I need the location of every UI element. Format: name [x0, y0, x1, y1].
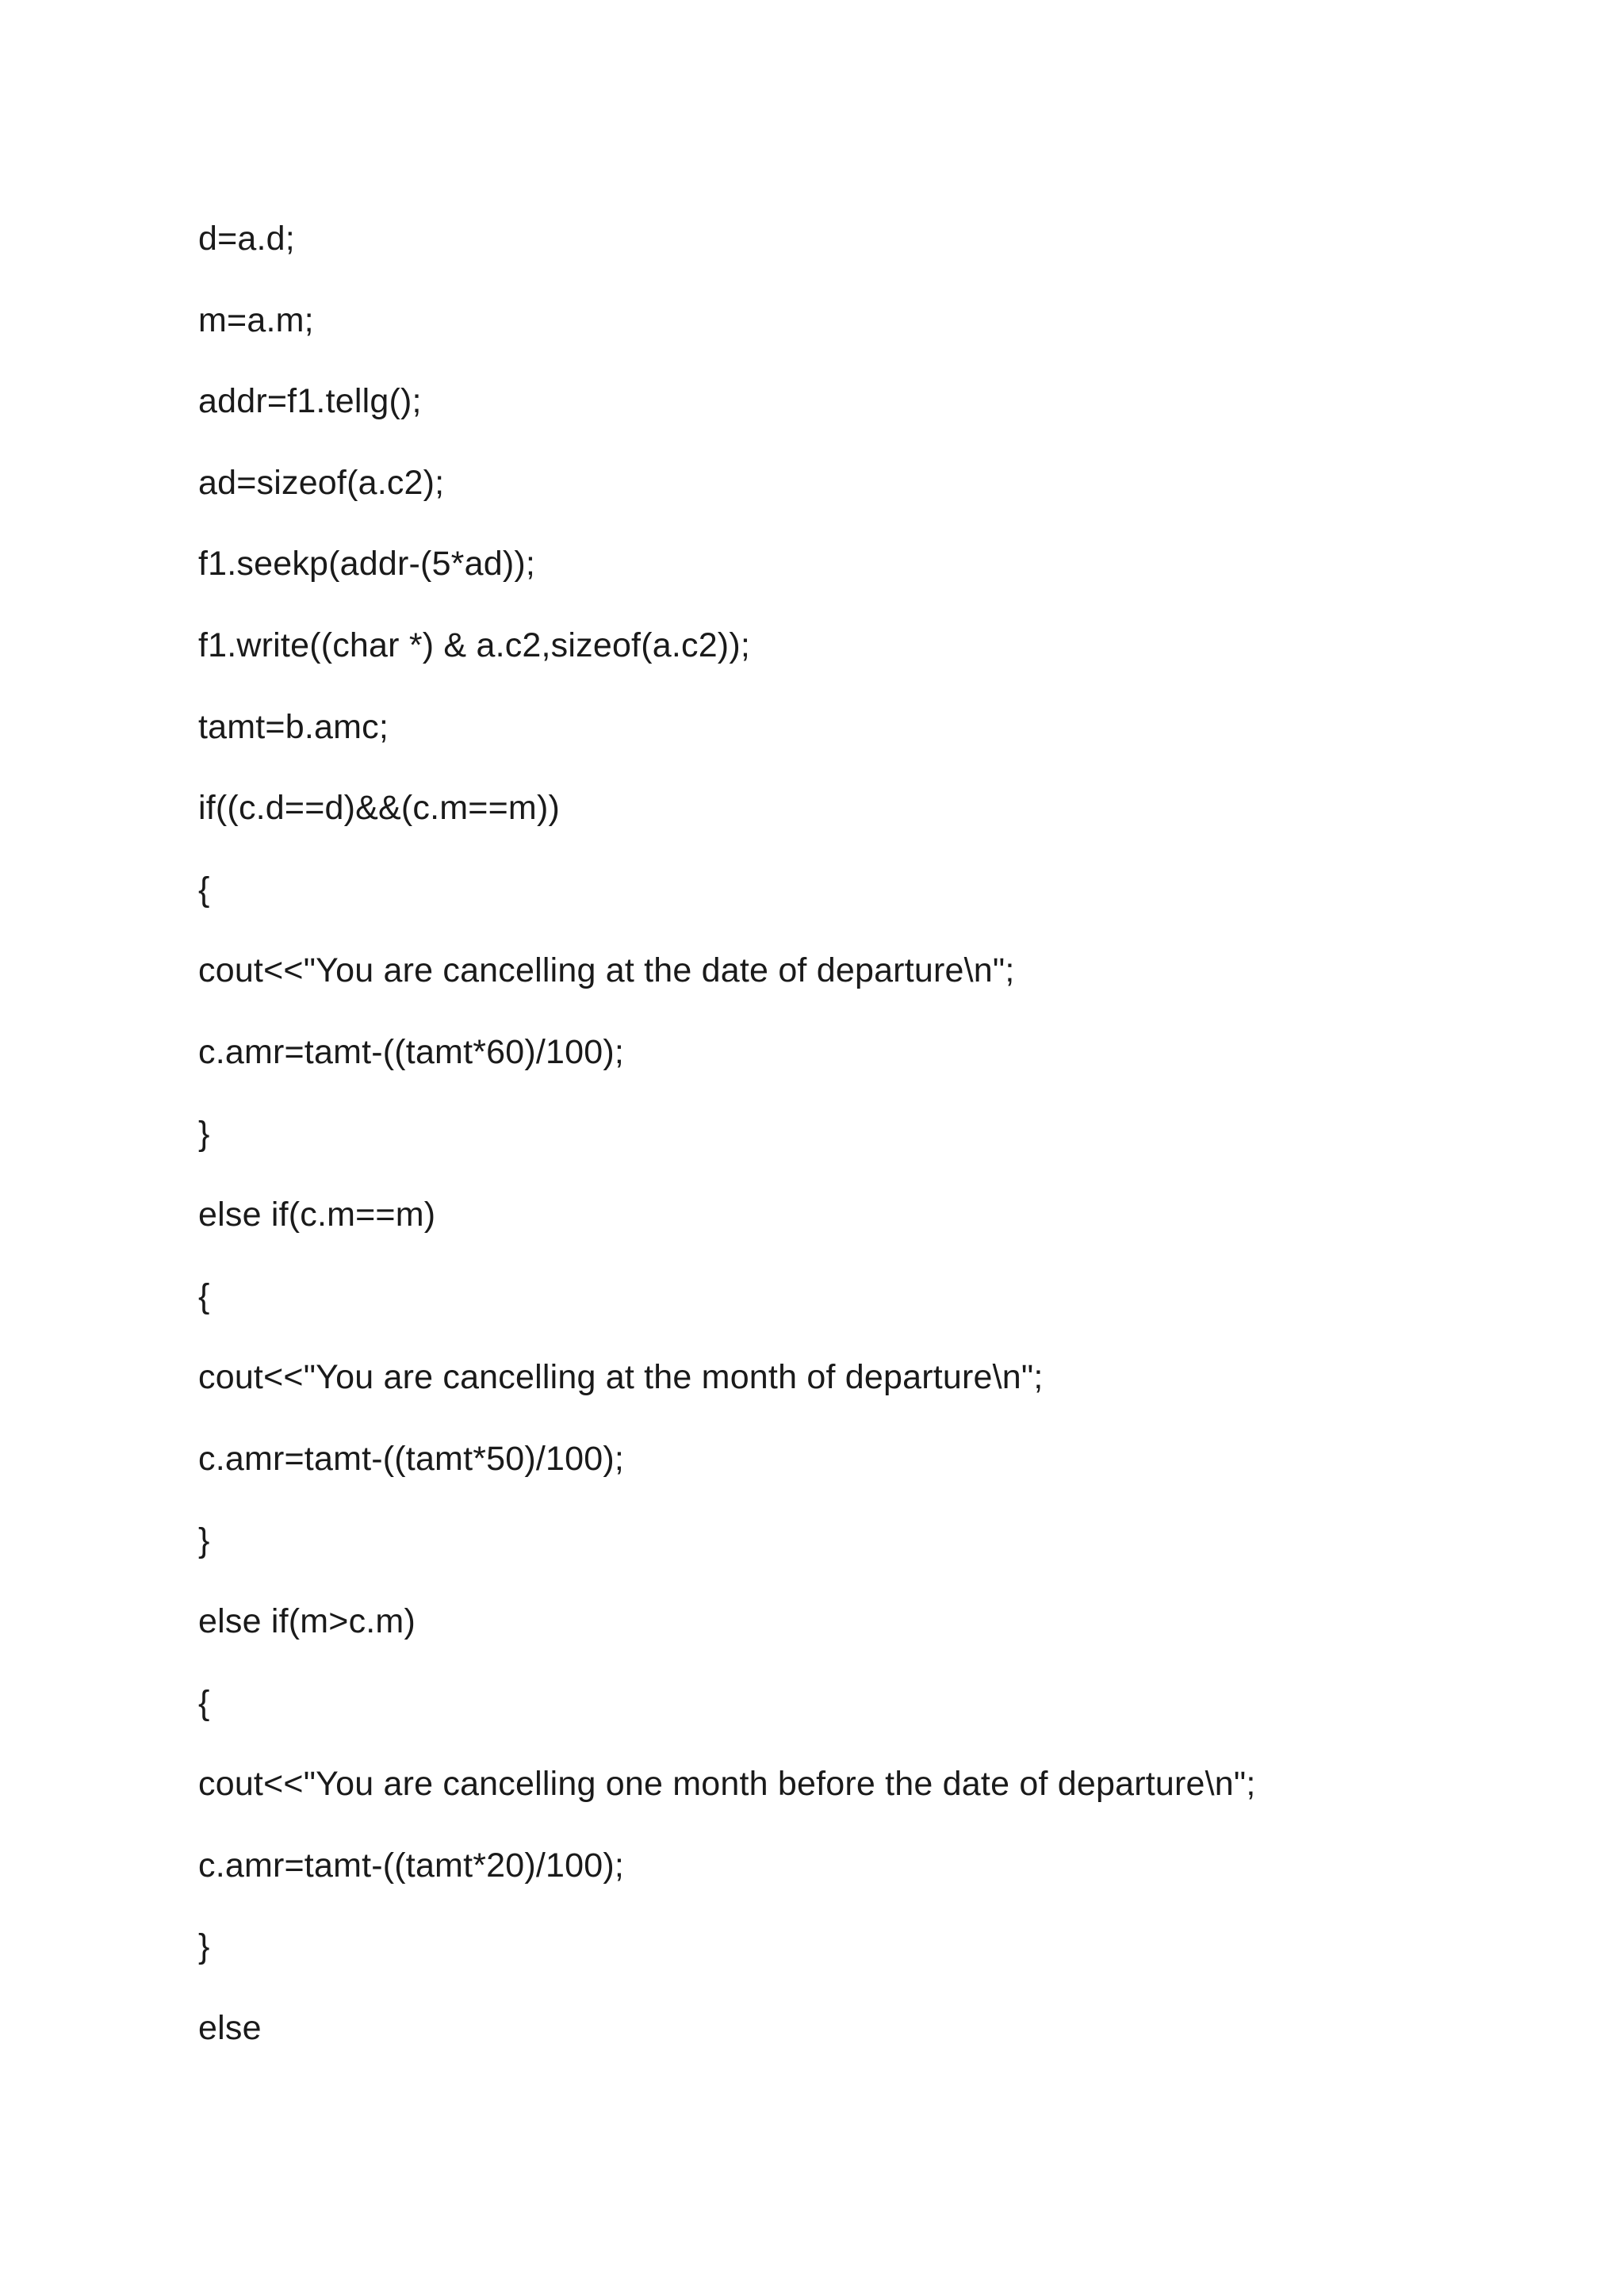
- code-line: if((c.d==d)&&(c.m==m)): [198, 789, 560, 828]
- code-line: }: [198, 1927, 210, 1966]
- code-line: c.amr=tamt-((tamt*20)/100);: [198, 1846, 625, 1885]
- code-line: }: [198, 1114, 210, 1153]
- code-line: d=a.d;: [198, 220, 295, 258]
- code-line: else if(m>c.m): [198, 1602, 416, 1641]
- code-line: c.amr=tamt-((tamt*60)/100);: [198, 1032, 625, 1071]
- code-line: c.amr=tamt-((tamt*50)/100);: [198, 1439, 625, 1478]
- code-line: ad=sizeof(a.c2);: [198, 463, 445, 502]
- code-line: f1.seekp(addr-(5*ad));: [198, 545, 536, 584]
- code-line: {: [198, 1683, 210, 1722]
- code-line: else if(c.m==m): [198, 1196, 436, 1234]
- code-line: {: [198, 1276, 210, 1315]
- code-line: else: [198, 2009, 262, 2048]
- code-line: {: [198, 870, 210, 909]
- code-line: m=a.m;: [198, 300, 314, 339]
- code-line: }: [198, 1521, 210, 1559]
- code-line: cout<<"You are cancelling at the date of departure\n";: [198, 951, 1015, 990]
- code-listing: [198, 198, 1546, 2069]
- code-line: cout<<"You are cancelling at the month of departure\n";: [198, 1358, 1044, 1397]
- code-line: tamt=b.amc;: [198, 707, 389, 746]
- code-line: cout<<"You are cancelling one month before the date of departure\n";: [198, 1765, 1256, 1804]
- code-line: f1.write((char *) & a.c2,sizeof(a.c2));: [198, 626, 750, 664]
- code-line: addr=f1.tellg();: [198, 382, 422, 421]
